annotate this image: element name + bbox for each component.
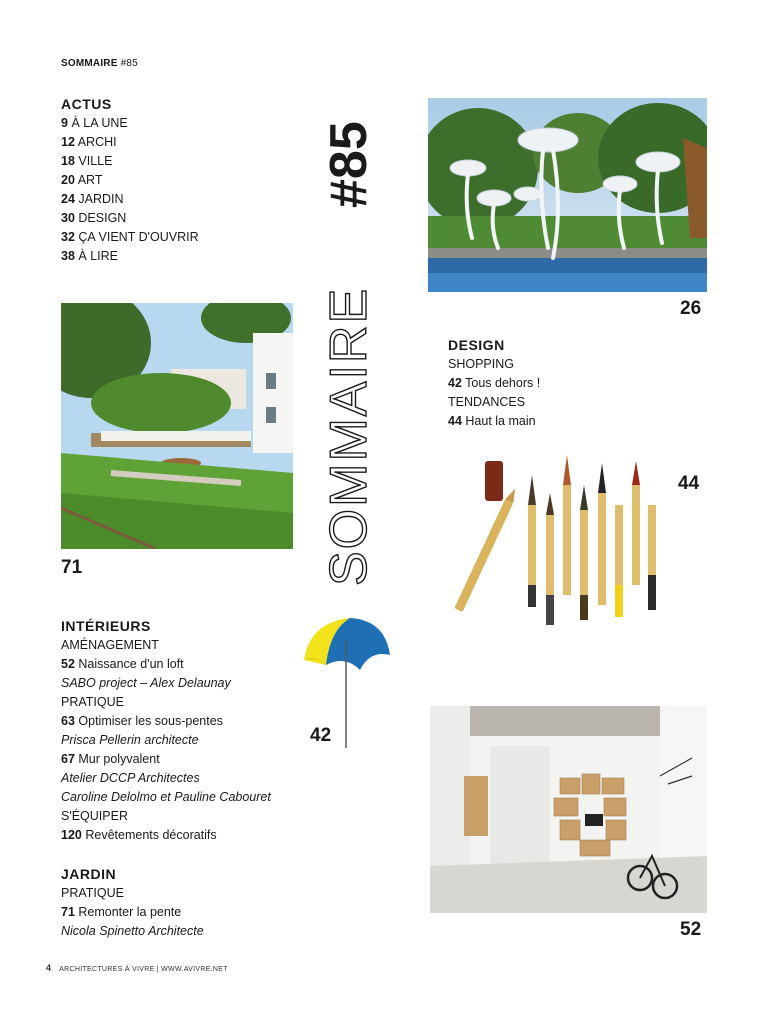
toc-item[interactable] (448, 374, 540, 393)
toc-item[interactable] (61, 171, 199, 190)
page-footer (46, 963, 228, 973)
folio: 4 (46, 963, 52, 973)
design-list (448, 355, 540, 431)
page-ref-42: 42 (310, 725, 332, 746)
toc-page: 12 (61, 135, 75, 149)
toc-label: Optimiser les sous-pentes (78, 714, 223, 728)
toc-item[interactable] (448, 412, 540, 431)
toc-credit: Caroline Delolmo et Pauline Cabouret (61, 790, 271, 804)
toc-credit: Nicola Spinetto Architecte (61, 924, 204, 938)
sloped-garden-photo[interactable] (61, 303, 293, 549)
toc-page: 30 (61, 211, 75, 225)
toc-category: TENDANCES (448, 395, 526, 409)
toc-item[interactable] (61, 209, 199, 228)
toc-credit: Atelier DCCP Architectes (61, 771, 200, 785)
toc-label: Haut la main (465, 414, 536, 428)
page-ref-44: 44 (678, 473, 700, 494)
toc-item[interactable] (61, 133, 199, 152)
toc-label: DESIGN (78, 211, 127, 225)
kicker-issue: #85 (120, 58, 138, 69)
vertical-sommaire-title (318, 88, 378, 588)
toc-item[interactable] (61, 228, 199, 247)
section-design (448, 337, 540, 431)
toc-category: SHOPPING (448, 357, 514, 371)
toc-category: PRATIQUE (61, 886, 124, 900)
page-ref-52: 52 (680, 919, 702, 940)
toc-page: 52 (61, 657, 75, 671)
toc-label: JARDIN (78, 192, 124, 206)
toc-page: 38 (61, 249, 75, 263)
toc-label: Revêtements décoratifs (85, 828, 217, 842)
toc-page: 120 (61, 828, 82, 842)
toc-page: 20 (61, 173, 75, 187)
toc-item[interactable] (61, 655, 271, 674)
toc-page: 32 (61, 230, 75, 244)
section-actus (61, 96, 199, 266)
section-title-interieurs: INTÉRIEURS (61, 618, 151, 634)
toc-item[interactable] (61, 903, 204, 922)
toc-credit: SABO project – Alex Delaunay (61, 676, 231, 690)
toc-label: Mur polyvalent (78, 752, 160, 766)
toc-page: 63 (61, 714, 75, 728)
section-title-design: DESIGN (448, 337, 505, 353)
pencils-photo[interactable] (440, 445, 755, 640)
section-title-jardin: JARDIN (61, 866, 117, 882)
toc-category: PRATIQUE (61, 695, 124, 709)
toc-item[interactable] (61, 247, 199, 266)
toc-item[interactable] (61, 152, 199, 171)
toc-page: 42 (448, 376, 462, 390)
kicker-label: SOMMAIRE (61, 58, 118, 69)
toc-page: 18 (61, 154, 75, 168)
toc-page: 24 (61, 192, 75, 206)
toc-label: Naissance d'un loft (78, 657, 184, 671)
vertical-title-issue: #85 (320, 121, 378, 208)
page-ref-26: 26 (680, 298, 702, 319)
interieurs-list (61, 636, 271, 845)
toc-label: ARCHI (77, 135, 117, 149)
toc-item[interactable] (61, 190, 199, 209)
toc-label: Remonter la pente (78, 905, 182, 919)
toc-page: 67 (61, 752, 75, 766)
footer-text: ARCHITECTURES À VIVRE | WWW.AVIVRE.NET (59, 966, 228, 973)
jardin-list (61, 884, 204, 941)
toc-category: S'ÉQUIPER (61, 809, 128, 823)
toc-label: VILLE (78, 154, 113, 168)
issue-kicker (61, 58, 138, 69)
toc-label: ÇA VIENT D'OUVRIR (78, 230, 199, 244)
toc-label: À LIRE (78, 249, 118, 263)
toc-item[interactable] (61, 750, 271, 769)
toc-category: AMÉNAGEMENT (61, 638, 159, 652)
toc-label: À LA UNE (71, 116, 128, 130)
toc-item[interactable] (61, 114, 199, 133)
section-interieurs (61, 618, 271, 845)
toc-credit: Prisca Pellerin architecte (61, 733, 199, 747)
toc-page: 71 (61, 905, 75, 919)
page-ref-71: 71 (61, 557, 83, 578)
loft-interior-photo[interactable] (430, 706, 707, 913)
toc-item[interactable] (61, 712, 271, 731)
toc-page: 44 (448, 414, 462, 428)
toc-label: ART (77, 173, 103, 187)
actus-list (61, 114, 199, 266)
jellyfish-sculpture-photo[interactable] (428, 98, 707, 292)
section-title-actus: ACTUS (61, 96, 112, 112)
section-jardin (61, 866, 204, 941)
vertical-title-word: SOMMAIRE (320, 286, 378, 586)
toc-page: 9 (61, 116, 68, 130)
toc-label: Tous dehors ! (465, 376, 541, 390)
toc-item[interactable] (61, 826, 271, 845)
